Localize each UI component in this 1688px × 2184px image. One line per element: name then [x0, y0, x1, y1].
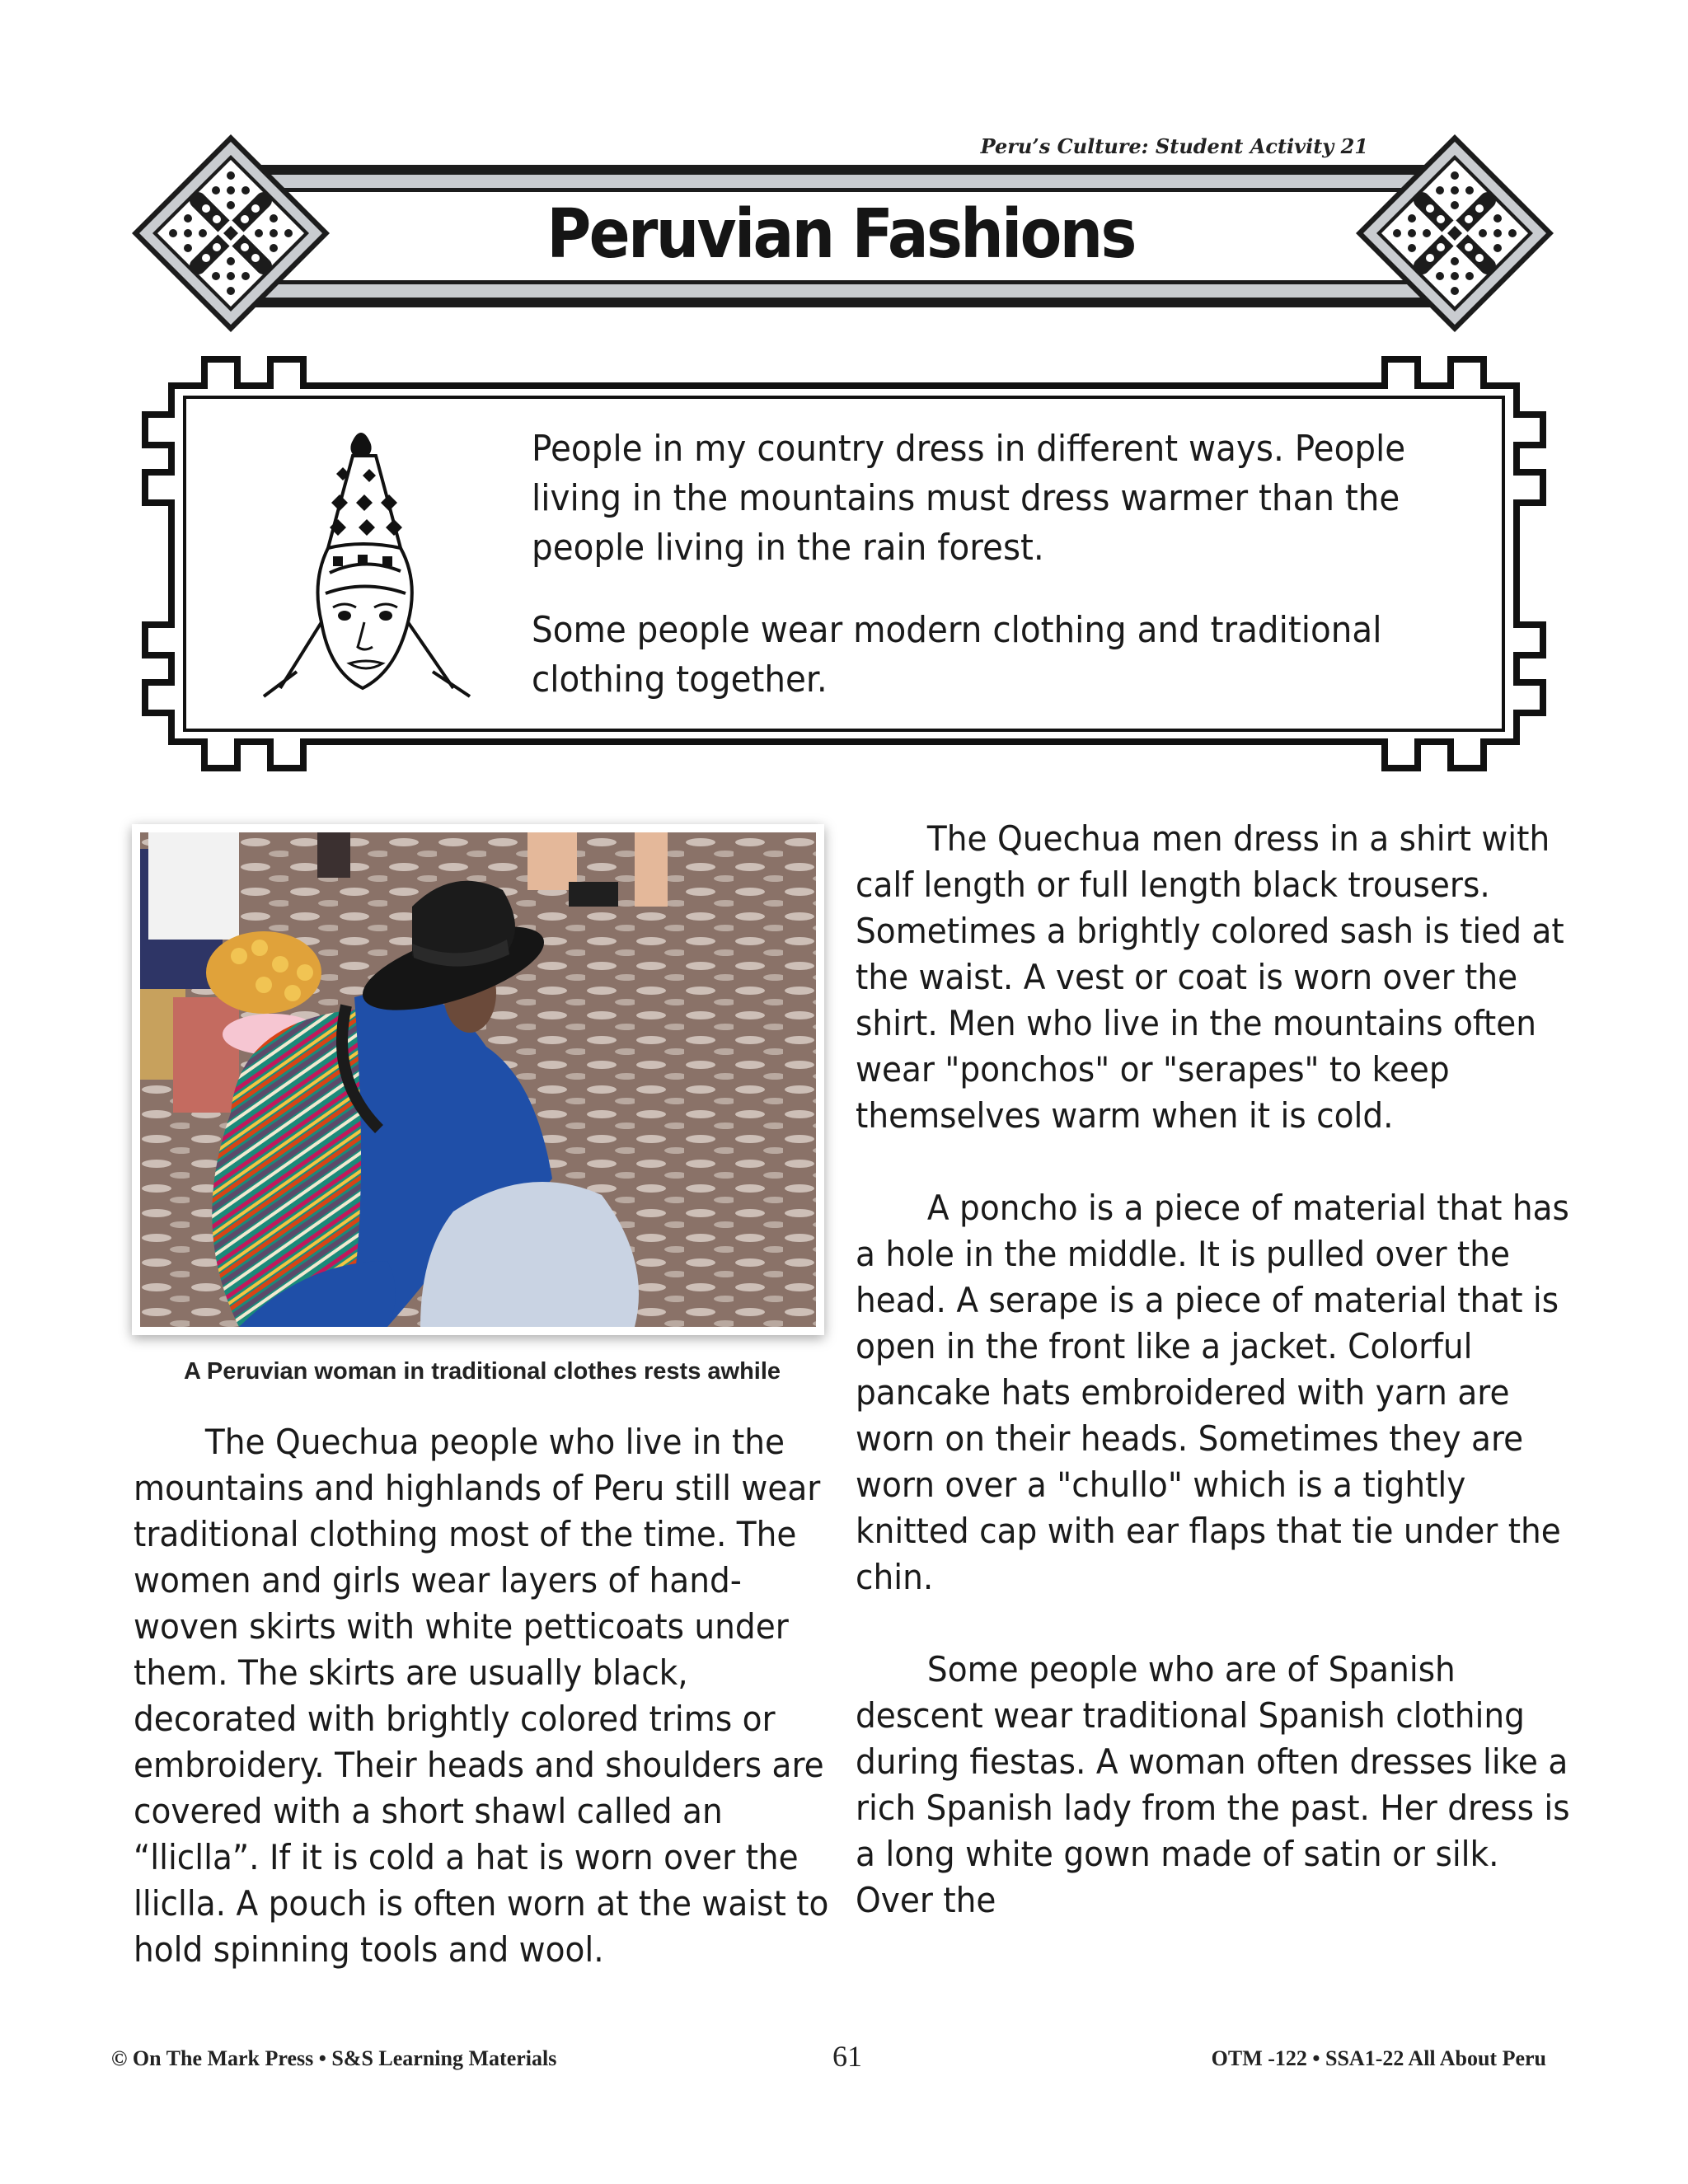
intro-paragraph: People in my country dress in different ways. People living in the mountains must dress warmer than the people living in the rain forest.: [532, 428, 1406, 569]
body-paragraph: The Quechua men dress in a shirt with calf length or full length black trousers. Sometimes a brightly colored sash is tied at the waist. A vest or coat is worn over the shirt. Men who live in the mountains often wear "ponchos" or "serapes" to keep themselves warm when it is cold.: [856, 818, 1564, 1136]
diamond-ornament-icon-left: [128, 130, 334, 336]
footer-book-code: OTM -122 • SSA1-22 All About Peru: [1211, 2046, 1546, 2070]
page-title: Peruvian Fashions: [546, 195, 1135, 274]
body-paragraph: The Quechua people who live in the mountains and highlands of Peru still wear traditional clothing most of the time. The women and girls wear layers of hand-woven skirts with white petticoats under them. The skirts are usually black, decorated with brightly colored trims or embroidery. Their heads and shoulders are covered with a short shawl called an “lliclla”. If it is cold a hat is worn over the lliclla. A pouch is often worn at the waist to hold spinning tools and wool.: [134, 1422, 829, 1970]
photo-caption: A Peruvian woman in traditional clothes rests awhile: [183, 1358, 781, 1385]
left-column: [134, 1419, 839, 1973]
boy-in-chullo-hat-illustration: [247, 424, 511, 705]
banner-stripe: [223, 284, 1459, 298]
peruvian-woman-photo: [140, 832, 816, 1327]
page-number: 61: [832, 2040, 862, 2073]
activity-label: Peru’s Culture: Student Activity 21: [980, 134, 1368, 158]
intro-text: [532, 424, 1418, 738]
footer-publisher: © On The Mark Press • S&S Learning Materials: [111, 2046, 557, 2070]
title-banner: [223, 165, 1459, 305]
body-paragraph: Some people who are of Spanish descent wear traditional Spanish clothing during fiestas. A woman often dresses like a rich Spanish lady from the past. Her dress is a long white gown made of satin or silk. Over the: [856, 1649, 1570, 1920]
diamond-ornament-icon-right: [1352, 130, 1558, 336]
banner-stripe: [223, 298, 1459, 307]
photo-frame: [132, 824, 824, 1335]
banner-stripe: [223, 165, 1459, 175]
banner-stripe: [223, 175, 1459, 188]
intro-paragraph: Some people wear modern clothing and traditional clothing together.: [532, 609, 1382, 701]
body-paragraph: A poncho is a piece of material that has a hole in the middle. It is pulled over the head. A serape is a piece of material that is open in the front like a jacket. Colorful pancake hats embroidered with yarn are worn on their heads. Sometimes they are worn over a "chullo" which is a tightly knitted cap with ear flaps that tie under the chin.: [856, 1188, 1569, 1597]
right-column: [856, 816, 1576, 1970]
